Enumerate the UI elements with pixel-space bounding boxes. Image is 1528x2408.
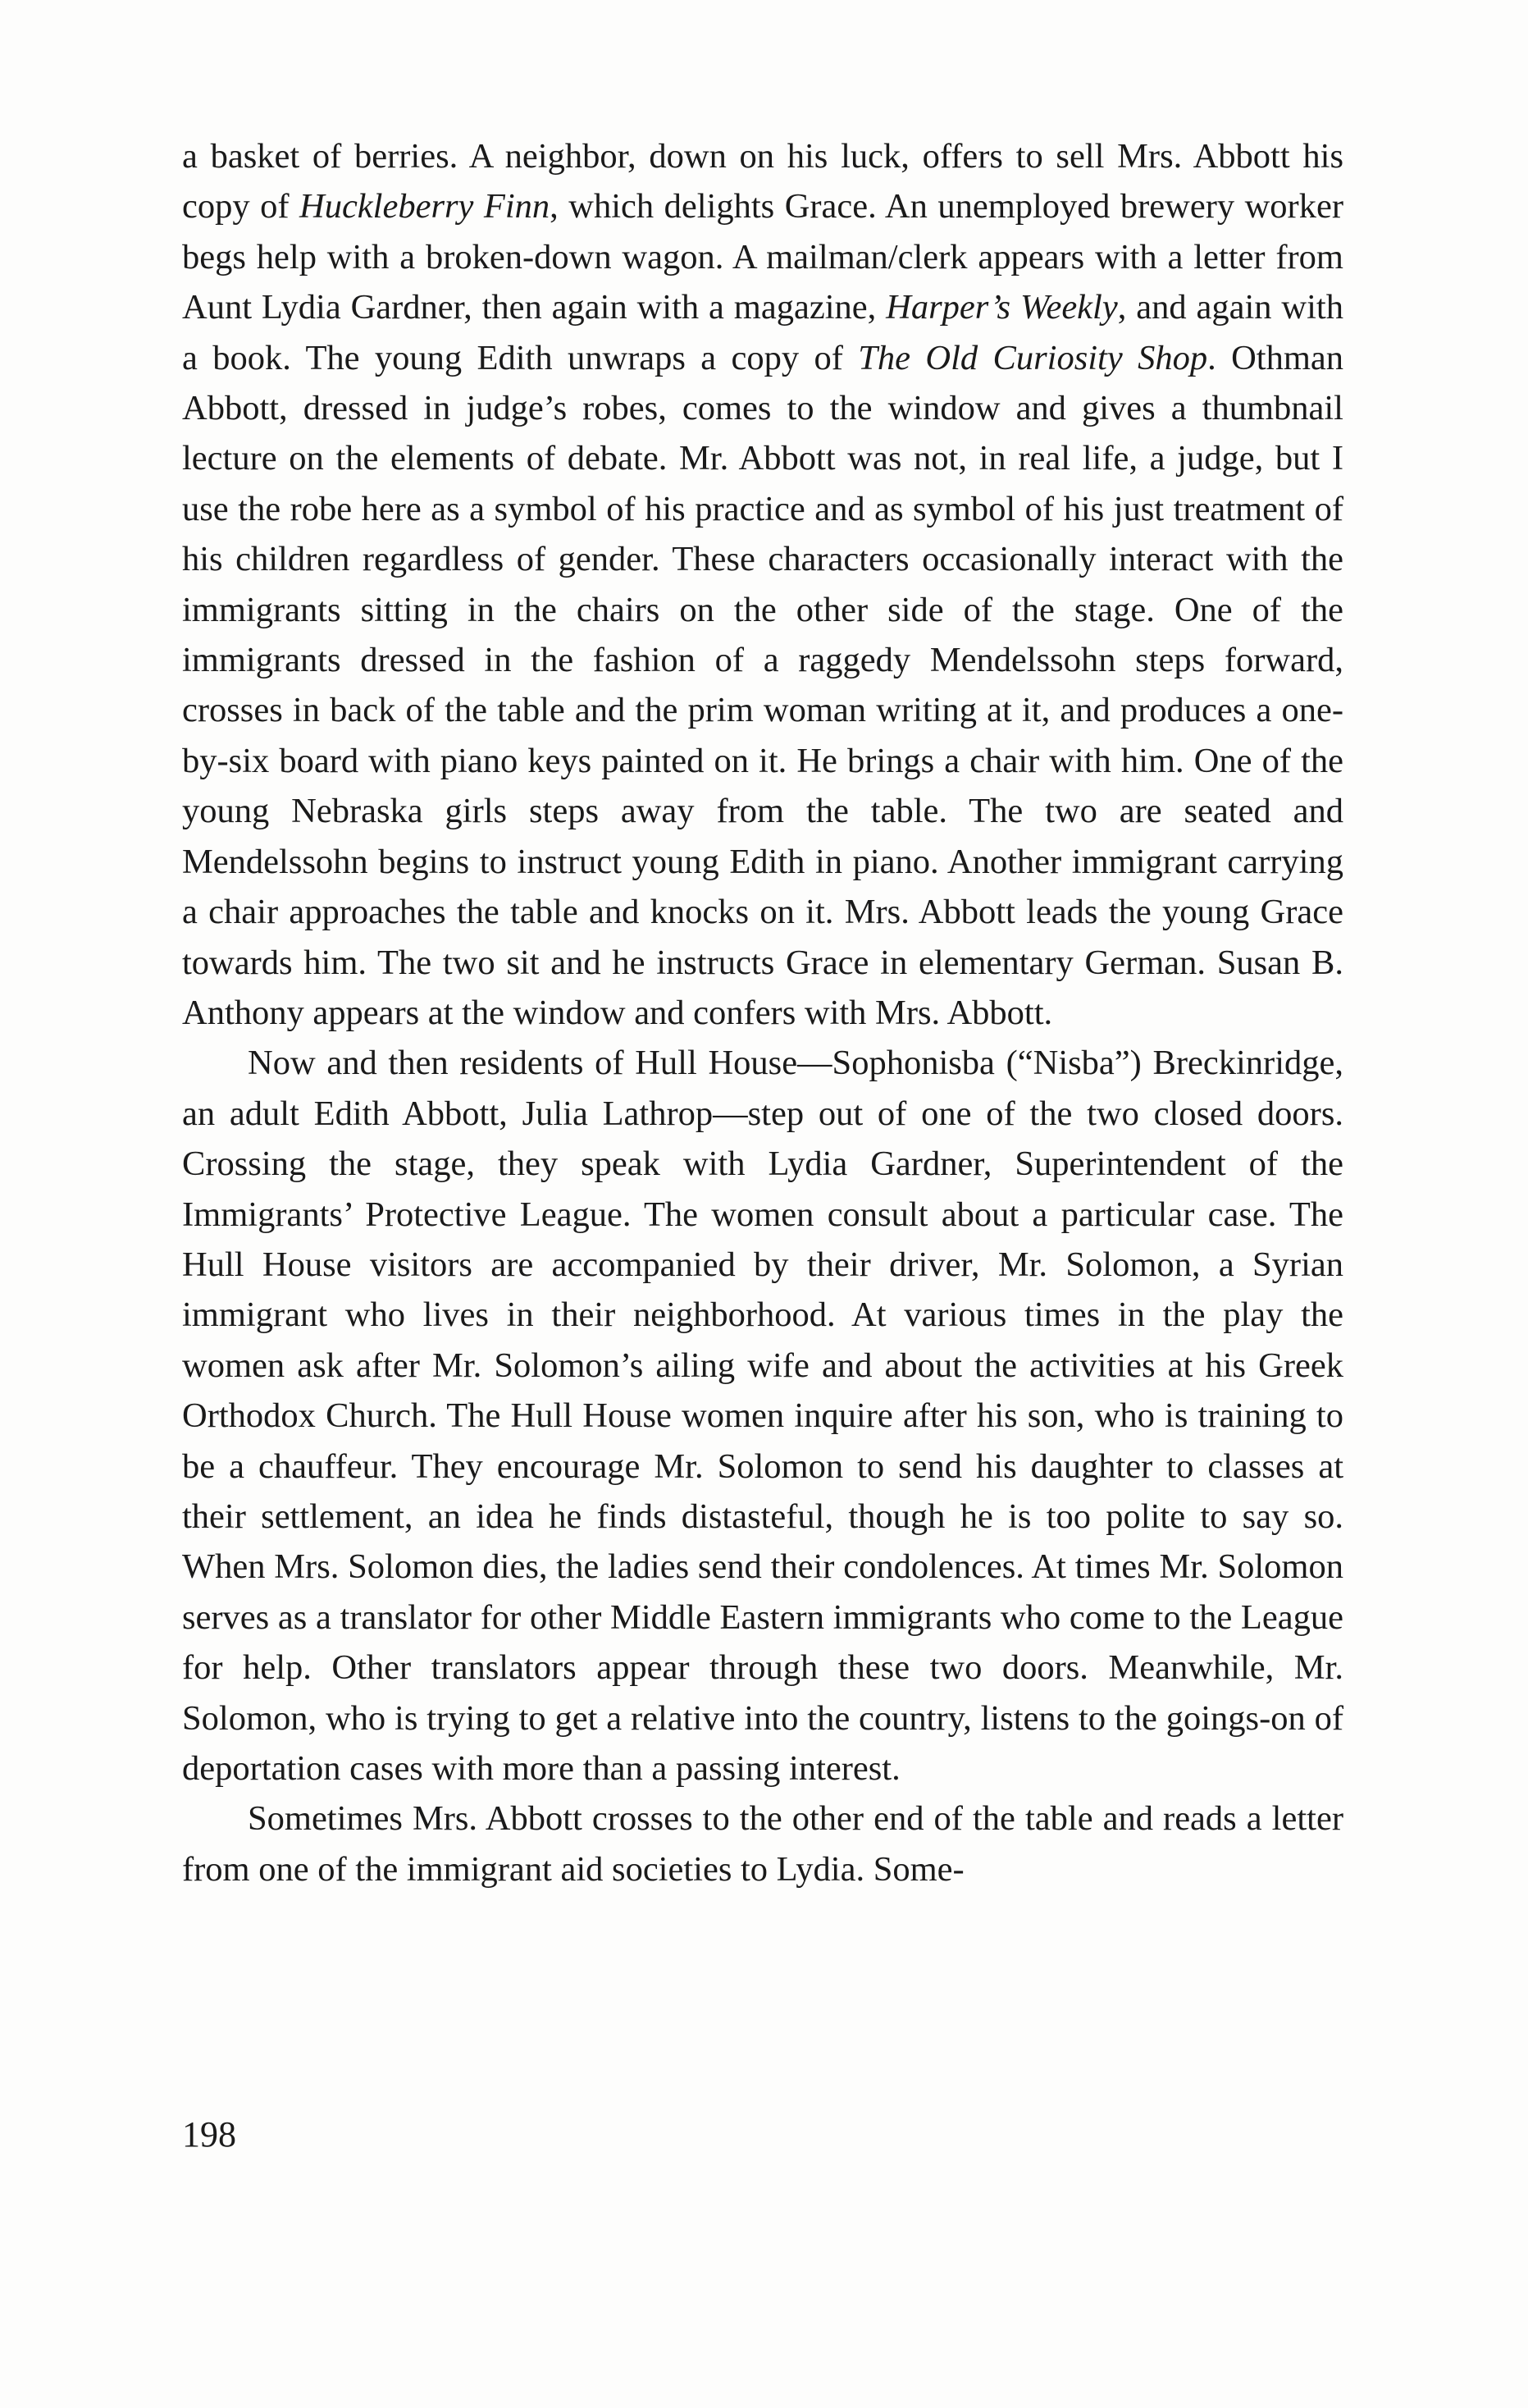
page-number: 198 <box>182 2114 236 2154</box>
text-run: . Othman Abbott, dressed in judge’s robes, comes to the window and gives a thumbnail lecture on the elements of debate. Mr. Abbott was not, in real life, a judge, but I use the robe here as a symbol of his practice and as symbol of his just treatment of his children regardless of gender. These characters occasionally interact with the immigrants sitting in the chairs on the other side of the stage. One of the immigrants dressed in the fashion of a raggedy Mendelssohn steps forward, crosses in back of the table and the prim woman writing at it, and produces a one-by-six board with piano keys painted on it. He brings a chair with him. One of the young Nebraska girls steps away from the table. The two are seated and Mendelssohn begins to instruct young Edith in piano. Another immigrant carrying a chair approaches the table and knocks on it. Mrs. Abbott leads the young Grace towards him. The two sit and he instructs Grace in elementary German. Susan B. Anthony appears at the window and confers with Mrs. Abbott. <box>182 338 1344 1032</box>
body-text <box>182 131 1343 1894</box>
text-run: Sometimes Mrs. Abbott crosses to the other end of the table and reads a letter from one of the immigrant aid societies to Lydia. Some- <box>182 1799 1343 1889</box>
book-title-old-curiosity-shop: The Old Curiosity Shop <box>858 338 1208 377</box>
text-run: , and again with a book. The young Edith unwraps a copy of <box>182 288 1343 377</box>
text-run: a basket of berries. A neighbor, down on his luck, offers to sell Mrs. Abbott his copy of <box>182 137 1343 226</box>
book-title-huckleberry-finn: Huckleberry Finn <box>299 187 550 226</box>
paragraph-3 <box>182 1793 1343 1894</box>
paragraph-1 <box>182 131 1343 1038</box>
text-run: , which delights Grace. An unemployed brewery worker begs help with a broken-down wagon. A mailman/clerk appears with a letter from Aunt Lydia Gardner, then again with a magazine, <box>182 187 1343 327</box>
paragraph-2 <box>182 1038 1343 1793</box>
text-run: Now and then residents of Hull House—Sophonisba (“Nisba”) Breckinridge, an adult Edith Abbott, Julia Lathrop—step out of one of the two closed doors. Crossing the stage, they speak with Lydia Gardner, Superintendent of the Immigrants’ Protective League. The women consult about a particular case. The Hull House visitors are accompanied by their driver, Mr. Solomon, a Syrian immigrant who lives in their neighborhood. At various times in the play the women ask after Mr. Solomon’s ailing wife and about the activities at his Greek Orthodox Church. The Hull House women inquire after his son, who is training to be a chauffeur. They encourage Mr. Solomon to send his daughter to classes at their settlement, an idea he finds distasteful, though he is too polite to say so. When Mrs. Solomon dies, the ladies send their condolences. At times Mr. Solomon serves as a translator for other Middle Eastern immigrants who come to the League for help. Other translators appear through these two doors. Meanwhile, Mr. Solomon, who is trying to get a relative into the country, listens to the goings-on of deportation cases with more than a passing interest. <box>182 1044 1343 1788</box>
magazine-title-harpers-weekly: Harper’s Weekly <box>886 288 1118 327</box>
